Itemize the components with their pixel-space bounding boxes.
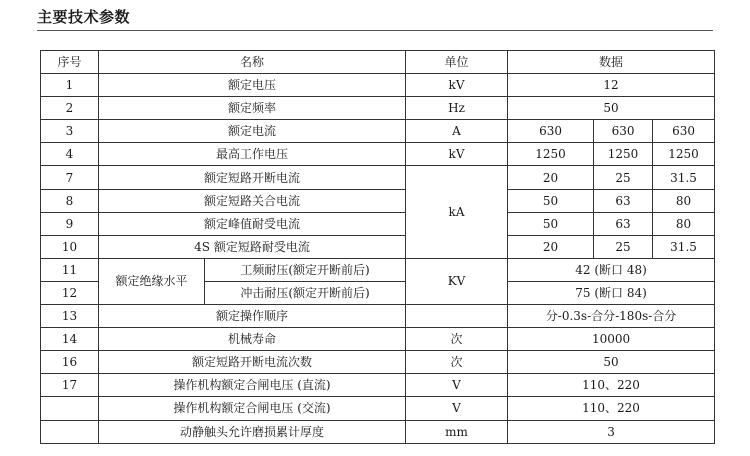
table-row xyxy=(41,74,715,97)
row-no xyxy=(41,397,99,420)
row-value: 50 xyxy=(508,97,715,120)
row-no: 8 xyxy=(41,189,99,212)
table-row xyxy=(41,258,715,281)
table-row xyxy=(41,212,715,235)
table-row xyxy=(41,235,715,258)
row-no: 9 xyxy=(41,212,99,235)
row-name: 额定操作顺序 xyxy=(99,305,406,328)
row-value: 25 xyxy=(594,235,653,258)
row-name: 额定峰值耐受电流 xyxy=(99,212,406,235)
row-name: 操作机构额定合闸电压 (直流) xyxy=(99,374,406,397)
row-value: 80 xyxy=(653,212,715,235)
row-value: 630 xyxy=(508,120,594,143)
table-row xyxy=(41,328,715,351)
row-name: 工频耐压(额定开断前后) xyxy=(205,258,406,281)
row-value: 20 xyxy=(508,166,594,189)
row-value: 63 xyxy=(594,212,653,235)
row-value: 50 xyxy=(508,189,594,212)
row-value: 63 xyxy=(594,189,653,212)
table-row xyxy=(41,305,715,328)
section-heading: 主要技术参数 xyxy=(37,8,131,26)
row-unit: mm xyxy=(406,420,508,443)
row-value: 80 xyxy=(653,189,715,212)
row-name: 额定短路关合电流 xyxy=(99,189,406,212)
row-unit: kV xyxy=(406,143,508,166)
row-unit: 次 xyxy=(406,328,508,351)
header-row xyxy=(41,51,715,74)
row-value: 110、220 xyxy=(508,397,715,420)
row-unit: Hz xyxy=(406,97,508,120)
row-no: 17 xyxy=(41,374,99,397)
row-value: 1250 xyxy=(653,143,715,166)
table-row xyxy=(41,189,715,212)
row-value: 分-0.3s-合分-180s-合分 xyxy=(508,305,715,328)
row-value: 3 xyxy=(508,420,715,443)
row-no: 7 xyxy=(41,166,99,189)
row-no: 2 xyxy=(41,97,99,120)
header-data: 数据 xyxy=(508,51,715,74)
row-name: 机械寿命 xyxy=(99,328,406,351)
table-row xyxy=(41,397,715,420)
row-unit: V xyxy=(406,397,508,420)
row-value: 50 xyxy=(508,212,594,235)
row-value: 31.5 xyxy=(653,166,715,189)
row-name: 冲击耐压(额定开断前后) xyxy=(205,281,406,304)
row-name: 额定短路开断电流次数 xyxy=(99,351,406,374)
row-unit: V xyxy=(406,374,508,397)
header-name: 名称 xyxy=(99,51,406,74)
heading-underline xyxy=(37,30,713,31)
row-name: 操作机构额定合闸电压 (交流) xyxy=(99,397,406,420)
row-no: 1 xyxy=(41,74,99,97)
table-row xyxy=(41,166,715,189)
row-value: 10000 xyxy=(508,328,715,351)
row-value: 25 xyxy=(594,166,653,189)
row-value: 630 xyxy=(594,120,653,143)
row-name: 4S 额定短路耐受电流 xyxy=(99,235,406,258)
row-unit: kV xyxy=(406,74,508,97)
row-value: 50 xyxy=(508,351,715,374)
table-row xyxy=(41,420,715,443)
row-value: 110、220 xyxy=(508,374,715,397)
row-unit: A xyxy=(406,120,508,143)
row-name: 动静触头允许磨损累计厚度 xyxy=(99,420,406,443)
table-row xyxy=(41,120,715,143)
row-no: 13 xyxy=(41,305,99,328)
row-value: 1250 xyxy=(508,143,594,166)
row-value: 42 (断口 48) xyxy=(508,258,715,281)
row-no: 3 xyxy=(41,120,99,143)
table-row xyxy=(41,97,715,120)
row-value: 75 (断口 84) xyxy=(508,281,715,304)
table-row xyxy=(41,143,715,166)
row-name: 额定电流 xyxy=(99,120,406,143)
header-unit: 单位 xyxy=(406,51,508,74)
row-no: 12 xyxy=(41,281,99,304)
row-no xyxy=(41,420,99,443)
table-row xyxy=(41,374,715,397)
row-group: 额定绝缘水平 xyxy=(99,258,205,304)
row-no: 4 xyxy=(41,143,99,166)
row-value: 1250 xyxy=(594,143,653,166)
row-name: 额定电压 xyxy=(99,74,406,97)
row-no: 11 xyxy=(41,258,99,281)
row-unit: KV xyxy=(406,258,508,304)
row-no: 14 xyxy=(41,328,99,351)
row-no: 10 xyxy=(41,235,99,258)
header-no: 序号 xyxy=(41,51,99,74)
tech-params-table xyxy=(40,50,715,444)
row-value: 31.5 xyxy=(653,235,715,258)
table-row xyxy=(41,351,715,374)
row-unit: kA xyxy=(406,166,508,258)
row-value: 12 xyxy=(508,74,715,97)
row-name: 额定频率 xyxy=(99,97,406,120)
row-unit xyxy=(406,305,508,328)
row-name: 最高工作电压 xyxy=(99,143,406,166)
row-name: 额定短路开断电流 xyxy=(99,166,406,189)
row-value: 630 xyxy=(653,120,715,143)
row-unit: 次 xyxy=(406,351,508,374)
row-value: 20 xyxy=(508,235,594,258)
row-no: 16 xyxy=(41,351,99,374)
